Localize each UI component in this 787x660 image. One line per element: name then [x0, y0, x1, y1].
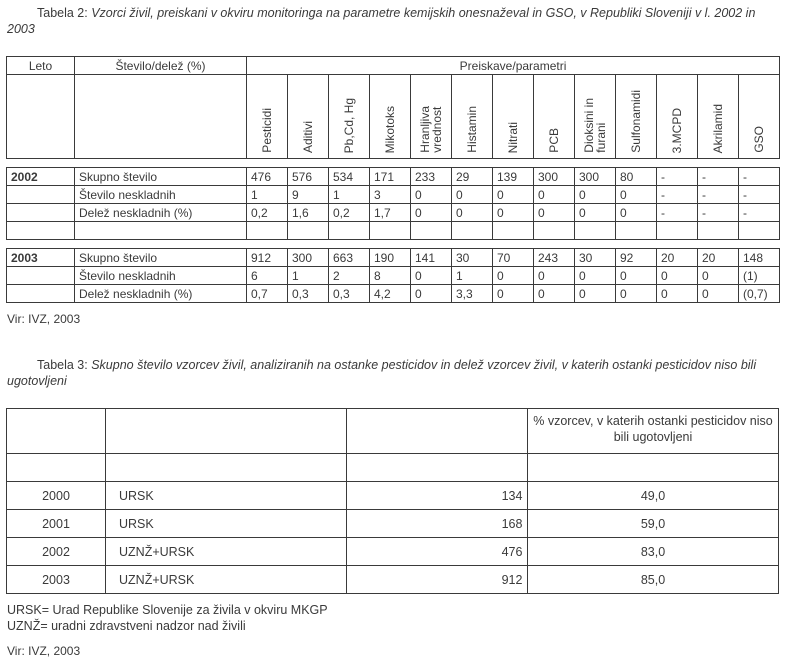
value-cell: 30 — [575, 249, 616, 267]
value-cell: 0 — [616, 204, 657, 222]
value-cell: 0 — [452, 204, 493, 222]
value-cell: 576 — [288, 168, 329, 186]
value-cell: 0,2 — [329, 204, 370, 222]
year-cell: 2002 — [7, 538, 106, 566]
param-wrap — [329, 77, 369, 153]
value-cell: 0,7 — [247, 285, 288, 303]
year-cell: 2000 — [7, 482, 106, 510]
value-cell: 300 — [575, 168, 616, 186]
table2 — [6, 56, 780, 303]
value-cell: - — [657, 204, 698, 222]
value-cell: 0 — [493, 186, 534, 204]
table2-param-header — [493, 75, 534, 159]
table-row — [7, 222, 780, 240]
value-cell: 0 — [657, 285, 698, 303]
table3 — [6, 408, 779, 594]
year-cell — [7, 267, 75, 285]
value-cell: 0 — [493, 285, 534, 303]
pct-cell: 85,0 — [528, 566, 779, 594]
blank-cell — [739, 222, 780, 240]
blank-cell — [7, 222, 75, 240]
table3-header-empty — [7, 409, 106, 454]
value-cell: 141 — [411, 249, 452, 267]
table2-caption — [7, 5, 779, 37]
table2-param-header — [288, 75, 329, 159]
param-label: Nitrati — [506, 121, 520, 153]
table-row — [7, 249, 780, 267]
param-wrap — [698, 77, 738, 153]
value-cell: 6 — [247, 267, 288, 285]
blank-cell — [575, 222, 616, 240]
value-cell: 0 — [493, 267, 534, 285]
value-cell: 0 — [411, 186, 452, 204]
value-cell: 0 — [575, 267, 616, 285]
table3-caption-prefix: Tabela 3: — [37, 358, 92, 372]
param-wrap — [616, 77, 656, 153]
value-cell: 0 — [411, 285, 452, 303]
value-cell: 0 — [575, 204, 616, 222]
table-row — [7, 267, 780, 285]
blank-cell — [493, 222, 534, 240]
row-label: Delež neskladnih (%) — [75, 285, 247, 303]
value-cell: 80 — [616, 168, 657, 186]
value-cell: 0 — [698, 285, 739, 303]
year-cell — [7, 285, 75, 303]
table3-header-pct: % vzorcev, v katerih ostanki pesticidov niso bili ugotovljeni — [528, 409, 779, 454]
pct-cell: 83,0 — [528, 538, 779, 566]
value-cell: 70 — [493, 249, 534, 267]
value-cell: - — [657, 186, 698, 204]
blank-cell — [698, 222, 739, 240]
count-cell: 476 — [347, 538, 528, 566]
value-cell: 190 — [370, 249, 411, 267]
value-cell: 0 — [616, 186, 657, 204]
value-cell: 139 — [493, 168, 534, 186]
value-cell: 92 — [616, 249, 657, 267]
blank-cell — [247, 222, 288, 240]
blank-cell — [329, 222, 370, 240]
value-cell: 29 — [452, 168, 493, 186]
table-row — [7, 285, 780, 303]
note-ursk: URSK= Urad Republike Slovenije za živila v okviru MKGP — [7, 603, 328, 617]
value-cell: - — [739, 186, 780, 204]
blank-cell — [657, 222, 698, 240]
param-wrap — [247, 77, 287, 153]
value-cell: 912 — [247, 249, 288, 267]
param-label: PCB — [547, 128, 561, 153]
table2-gap — [7, 159, 780, 168]
value-cell: 534 — [329, 168, 370, 186]
value-cell: 3,3 — [452, 285, 493, 303]
year-cell — [7, 186, 75, 204]
param-label: Hranljiva vrednost — [418, 106, 444, 153]
row-label: Skupno število — [75, 249, 247, 267]
blank-cell — [75, 222, 247, 240]
value-cell: - — [698, 168, 739, 186]
table3-notes — [7, 602, 328, 634]
value-cell: 300 — [534, 168, 575, 186]
value-cell: 1,6 — [288, 204, 329, 222]
param-wrap — [452, 77, 492, 153]
value-cell: 663 — [329, 249, 370, 267]
value-cell: - — [739, 168, 780, 186]
param-wrap — [411, 77, 451, 153]
table-row — [7, 204, 780, 222]
table3-blank-cell — [7, 454, 106, 482]
table3-blank-cell — [106, 454, 347, 482]
table-row — [7, 566, 779, 594]
year-cell: 2003 — [7, 249, 75, 267]
value-cell: - — [739, 204, 780, 222]
pct-cell: 59,0 — [528, 510, 779, 538]
value-cell: 0 — [534, 186, 575, 204]
param-label: Aditivi — [301, 120, 315, 153]
table2-header-year: Leto — [7, 57, 75, 75]
param-wrap — [534, 77, 574, 153]
param-wrap — [575, 77, 615, 153]
table2-param-header — [329, 75, 370, 159]
param-label: Mikotoks — [383, 105, 397, 153]
value-cell: 148 — [739, 249, 780, 267]
value-cell: 0 — [575, 186, 616, 204]
table-row — [7, 510, 779, 538]
value-cell: 0 — [616, 285, 657, 303]
value-cell: 0,3 — [288, 285, 329, 303]
table2-gap — [7, 240, 780, 249]
value-cell: 1 — [247, 186, 288, 204]
value-cell: 0 — [616, 267, 657, 285]
table3-blank-cell — [347, 454, 528, 482]
value-cell: 0,3 — [329, 285, 370, 303]
count-cell: 168 — [347, 510, 528, 538]
param-label: Akrilamid — [711, 103, 725, 153]
table2-header-empty — [7, 75, 75, 159]
blank-cell — [534, 222, 575, 240]
value-cell: 20 — [698, 249, 739, 267]
param-wrap — [370, 77, 410, 153]
year-cell: 2002 — [7, 168, 75, 186]
param-wrap — [657, 77, 697, 153]
source-cell: UZNŽ+URSK — [106, 538, 347, 566]
value-cell: 2 — [329, 267, 370, 285]
blank-cell — [452, 222, 493, 240]
blank-cell — [411, 222, 452, 240]
year-cell — [7, 204, 75, 222]
param-wrap — [493, 77, 533, 153]
table3-source: Vir: IVZ, 2003 — [7, 644, 81, 658]
table2-param-header — [247, 75, 288, 159]
table2-param-header — [657, 75, 698, 159]
param-label: Pesticidi — [260, 108, 274, 153]
param-label: GSO — [752, 126, 767, 153]
blank-cell — [288, 222, 329, 240]
value-cell: 0 — [411, 267, 452, 285]
table2-header-measure: Število/delež (%) — [75, 57, 247, 75]
source-cell: URSK — [106, 510, 347, 538]
table3-header-empty — [347, 409, 528, 454]
table2-param-header — [534, 75, 575, 159]
param-label: Dioksini in furani — [582, 98, 608, 153]
value-cell: 8 — [370, 267, 411, 285]
value-cell: (1) — [739, 267, 780, 285]
param-label: Sulfonamidi — [629, 90, 643, 153]
value-cell: - — [698, 186, 739, 204]
table3-caption-title: Skupno število vzorcev živil, analiziranih na ostanke pesticidov in delež vzorcev živil, v katerih ostanki pesticidov niso bili ugotovljeni — [7, 358, 757, 388]
param-wrap — [288, 77, 328, 153]
param-label: Pb,Cd, Hg — [342, 97, 356, 153]
table2-param-header — [616, 75, 657, 159]
source-cell: URSK — [106, 482, 347, 510]
blank-cell — [616, 222, 657, 240]
value-cell: 1 — [329, 186, 370, 204]
table2-param-header — [452, 75, 493, 159]
count-cell: 134 — [347, 482, 528, 510]
value-cell: 476 — [247, 168, 288, 186]
value-cell: 0 — [534, 285, 575, 303]
value-cell: 1 — [288, 267, 329, 285]
value-cell: 30 — [452, 249, 493, 267]
year-cell: 2003 — [7, 566, 106, 594]
value-cell: 0 — [411, 204, 452, 222]
value-cell: 300 — [288, 249, 329, 267]
pct-cell: 49,0 — [528, 482, 779, 510]
value-cell: 0 — [575, 285, 616, 303]
count-cell: 912 — [347, 566, 528, 594]
table3-blank-cell — [528, 454, 779, 482]
table-row — [7, 186, 780, 204]
value-cell: 0 — [534, 204, 575, 222]
value-cell: 0 — [534, 267, 575, 285]
table-row — [7, 168, 780, 186]
row-label: Število neskladnih — [75, 267, 247, 285]
row-label: Skupno število — [75, 168, 247, 186]
table2-param-header — [370, 75, 411, 159]
param-label: Histamin — [465, 106, 479, 153]
value-cell: 3 — [370, 186, 411, 204]
source-cell: UZNŽ+URSK — [106, 566, 347, 594]
table2-param-header — [739, 75, 780, 159]
value-cell: 243 — [534, 249, 575, 267]
value-cell: 20 — [657, 249, 698, 267]
table3-caption — [7, 357, 779, 389]
blank-cell — [370, 222, 411, 240]
table2-caption-prefix: Tabela 2: — [37, 6, 92, 20]
table2-caption-title: Vzorci živil, preiskani v okviru monitoringa na parametre kemijskih onesnaževal in GSO, v Republiki Sloveniji v l. 2002 in 2003 — [7, 6, 756, 36]
table2-source: Vir: IVZ, 2003 — [7, 312, 81, 326]
value-cell: 4,2 — [370, 285, 411, 303]
table2-header-empty — [75, 75, 247, 159]
table2-param-header — [411, 75, 452, 159]
value-cell: 0 — [493, 204, 534, 222]
value-cell: 171 — [370, 168, 411, 186]
table2-param-header — [698, 75, 739, 159]
table-row — [7, 482, 779, 510]
value-cell: 0 — [452, 186, 493, 204]
value-cell: (0,7) — [739, 285, 780, 303]
value-cell: - — [698, 204, 739, 222]
value-cell: 0,2 — [247, 204, 288, 222]
value-cell: 233 — [411, 168, 452, 186]
table2-header-group: Preiskave/parametri — [247, 57, 780, 75]
row-label: Delež neskladnih (%) — [75, 204, 247, 222]
value-cell: 1 — [452, 267, 493, 285]
year-cell: 2001 — [7, 510, 106, 538]
value-cell: - — [657, 168, 698, 186]
value-cell: 0 — [698, 267, 739, 285]
row-label: Število neskladnih — [75, 186, 247, 204]
param-label: 3.MCPD — [670, 107, 684, 153]
value-cell: 1,7 — [370, 204, 411, 222]
table3-header-empty — [106, 409, 347, 454]
param-wrap — [739, 77, 779, 153]
table2-param-header — [575, 75, 616, 159]
value-cell: 0 — [657, 267, 698, 285]
note-uznz: UZNŽ= uradni zdravstveni nadzor nad živili — [7, 619, 246, 633]
value-cell: 9 — [288, 186, 329, 204]
table-row — [7, 538, 779, 566]
